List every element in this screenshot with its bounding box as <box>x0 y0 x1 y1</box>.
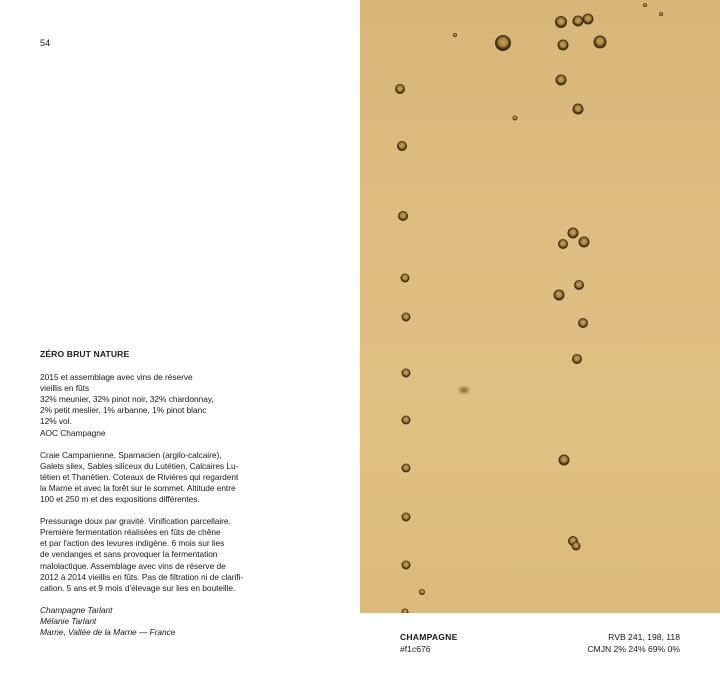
bubble <box>594 36 607 49</box>
bubble <box>559 455 570 466</box>
text-line: 12% vol. <box>40 416 72 427</box>
text-line: et par l'action des levures indigène. 6 mois sur lies <box>40 538 225 549</box>
text-line: Galets silex, Sables siliceux du Lutétien, Calcaires Lu- <box>40 460 239 471</box>
bubble <box>568 228 579 239</box>
bubble <box>583 14 594 25</box>
bubble <box>554 290 565 301</box>
text-line: la Marne et avec la forêt sur le sommet. Altitude entre <box>40 482 236 493</box>
champagne-bubbles-photo <box>360 0 720 613</box>
text-line: 2012 à 2014 vieillis en fûts. Pas de filtration ni de clarifi- <box>40 571 244 582</box>
wine-description <box>40 349 245 638</box>
producer-name: Champagne Tarlant <box>40 604 113 615</box>
text-line: Première fermentation réalisées en fûts de chêne <box>40 527 221 538</box>
bubble <box>572 354 582 364</box>
bubble <box>579 237 590 248</box>
region: Marne, Vallée de la Marne — France <box>40 626 176 637</box>
bubble <box>643 3 647 7</box>
bubble <box>401 274 410 283</box>
text-line: Pressurage doux par gravité. Vinification parcellaire. <box>40 516 231 527</box>
right-page <box>360 0 720 673</box>
color-cmjn: CMJN 2% 24% 69% 0% <box>587 644 680 654</box>
text-line: malolactique. Assemblage avec vins de réserve de <box>40 560 226 571</box>
winemaker-name: Mélanie Tarlant <box>40 615 97 626</box>
text-line: AOC Champagne <box>40 427 106 438</box>
assemblage-paragraph <box>40 372 245 439</box>
bubble <box>556 75 567 86</box>
credits <box>40 605 245 638</box>
blurred-bubble <box>457 385 471 395</box>
vinification-paragraph <box>40 516 245 594</box>
text-line: 100 et 250 m et des expositions différentes. <box>40 494 200 505</box>
bubble <box>402 416 411 425</box>
color-rvb: RVB 241, 198, 118 <box>608 632 680 642</box>
text-line: 2015 et assemblage avec vins de réserve <box>40 372 193 383</box>
bubble <box>578 318 588 328</box>
bubble <box>573 104 584 115</box>
text-line: Craie Campanienne, Sparnacien (argilo-calcaire), <box>40 449 222 460</box>
text-line: 32% meunier, 32% pinot noir, 32% chardonnay, <box>40 394 214 405</box>
bubble <box>402 464 411 473</box>
bubble <box>397 141 407 151</box>
wine-title: ZÉRO BRUT NATURE <box>40 349 130 359</box>
bubble <box>453 33 457 37</box>
bubble <box>572 542 581 551</box>
bubble <box>573 16 584 27</box>
text-line: cation. 5 ans et 9 mois d'élevage sur lies en bouteille. <box>40 582 236 593</box>
color-hex: #f1c676 <box>400 644 431 654</box>
bubble <box>402 561 411 570</box>
page-number: 54 <box>40 38 51 48</box>
bubble <box>513 116 518 121</box>
bubble <box>574 280 584 290</box>
bubble <box>659 12 663 16</box>
terroir-paragraph <box>40 450 245 505</box>
bubble <box>558 239 568 249</box>
bubble <box>402 313 411 322</box>
text-line: vieillis en fûts <box>40 383 90 394</box>
bubble <box>398 211 408 221</box>
text-line: tétien et Thanétien. Coteaux de Rivières qui regardent <box>40 471 239 482</box>
bubble <box>419 589 425 595</box>
bubble <box>402 513 411 522</box>
text-line: de vendanges et sans provoquer la fermentation <box>40 549 218 560</box>
bubble <box>495 35 511 51</box>
color-name: CHAMPAGNE <box>400 632 458 642</box>
bubble <box>555 16 567 28</box>
text-line: 2% petit meslier, 1% arbanne, 1% pinot blanc <box>40 405 207 416</box>
bubble <box>558 40 569 51</box>
bubble <box>402 369 411 378</box>
bubble <box>402 609 409 614</box>
bubble <box>395 84 405 94</box>
bubbles-illustration <box>360 0 720 613</box>
